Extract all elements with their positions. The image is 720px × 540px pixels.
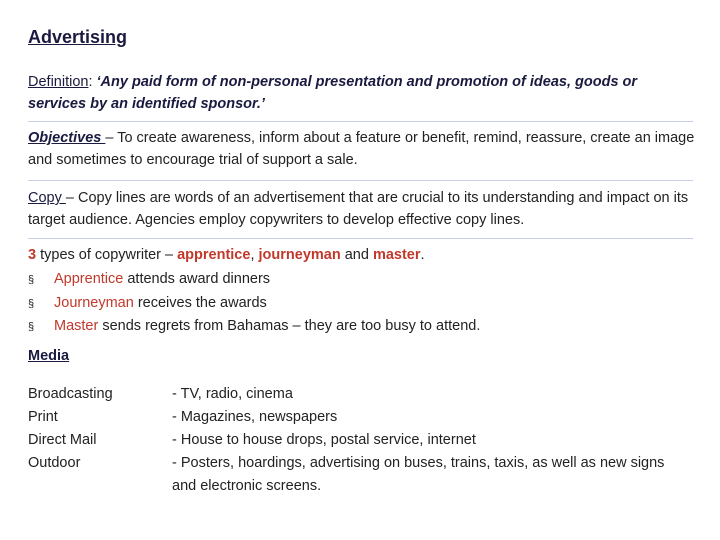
media-desc: - House to house drops, postal service, internet — [172, 432, 476, 448]
list-item — [28, 268, 480, 292]
page-title: Advertising — [28, 27, 128, 47]
divider — [28, 180, 693, 181]
bullet-role: Apprentice — [54, 271, 124, 287]
media-list — [28, 383, 682, 498]
media-desc: - Posters, hoardings, advertising on buses, trains, taxis, as well as new signs and electronic screens. — [172, 455, 665, 494]
list-item — [28, 292, 480, 316]
media-name: Outdoor — [28, 455, 81, 471]
copywriter-lead: types of copywriter – — [36, 247, 178, 263]
copywriter-types — [28, 244, 698, 266]
definition-colon: : — [88, 74, 97, 90]
media-desc: - Magazines, newspapers — [172, 409, 338, 425]
objectives-block — [28, 127, 698, 171]
media-name: Print — [28, 409, 58, 425]
media-row — [28, 406, 682, 429]
bullet-text: sends regrets from Bahamas – they are too busy to attend. — [98, 318, 481, 334]
type-apprentice: apprentice — [177, 247, 251, 263]
type-sep-1: , — [250, 247, 259, 263]
bullet-text: receives the awards — [133, 294, 267, 311]
definition-block — [28, 71, 698, 115]
media-row — [28, 429, 682, 452]
bullet-icon: § — [28, 321, 35, 333]
bullet-icon: § — [28, 274, 35, 286]
copywriter-count: 3 — [28, 247, 37, 263]
list-item — [28, 315, 480, 339]
definition-term: Definition — [28, 74, 89, 90]
divider — [28, 121, 693, 122]
definition-body: ‘Any paid form of non-personal presentation and promotion of ideas, goods or services by an identified sponsor.’ — [28, 74, 638, 112]
copywriter-bullets — [28, 268, 480, 339]
media-row — [28, 383, 682, 406]
objectives-term: Objectives — [28, 130, 106, 146]
media-heading: Media — [28, 348, 70, 364]
copy-body: – Copy lines are words of an advertisement that are crucial to its understanding and impact on its target audience. Agencies employ copywriters to develop effective copy lines. — [28, 190, 689, 228]
bullet-icon: § — [28, 297, 35, 310]
bullet-text: attends award dinners — [123, 271, 271, 287]
type-journeyman: journeyman — [258, 247, 341, 263]
type-master: master — [372, 247, 421, 263]
copy-block — [28, 187, 698, 231]
media-name: Broadcasting — [28, 386, 113, 402]
media-name: Direct Mail — [28, 432, 97, 448]
media-row — [28, 452, 682, 498]
bullet-role: Journeyman — [54, 294, 134, 311]
media-desc: - TV, radio, cinema — [172, 386, 293, 402]
type-end: . — [420, 247, 425, 263]
bullet-role: Master — [54, 318, 99, 334]
objectives-body: – To create awareness, inform about a feature or benefit, remind, reassure, create an image and sometimes to encourage trial of support a sale. — [28, 130, 695, 168]
type-sep-2: and — [340, 247, 373, 263]
divider — [28, 238, 693, 239]
copy-term: Copy — [28, 190, 66, 206]
